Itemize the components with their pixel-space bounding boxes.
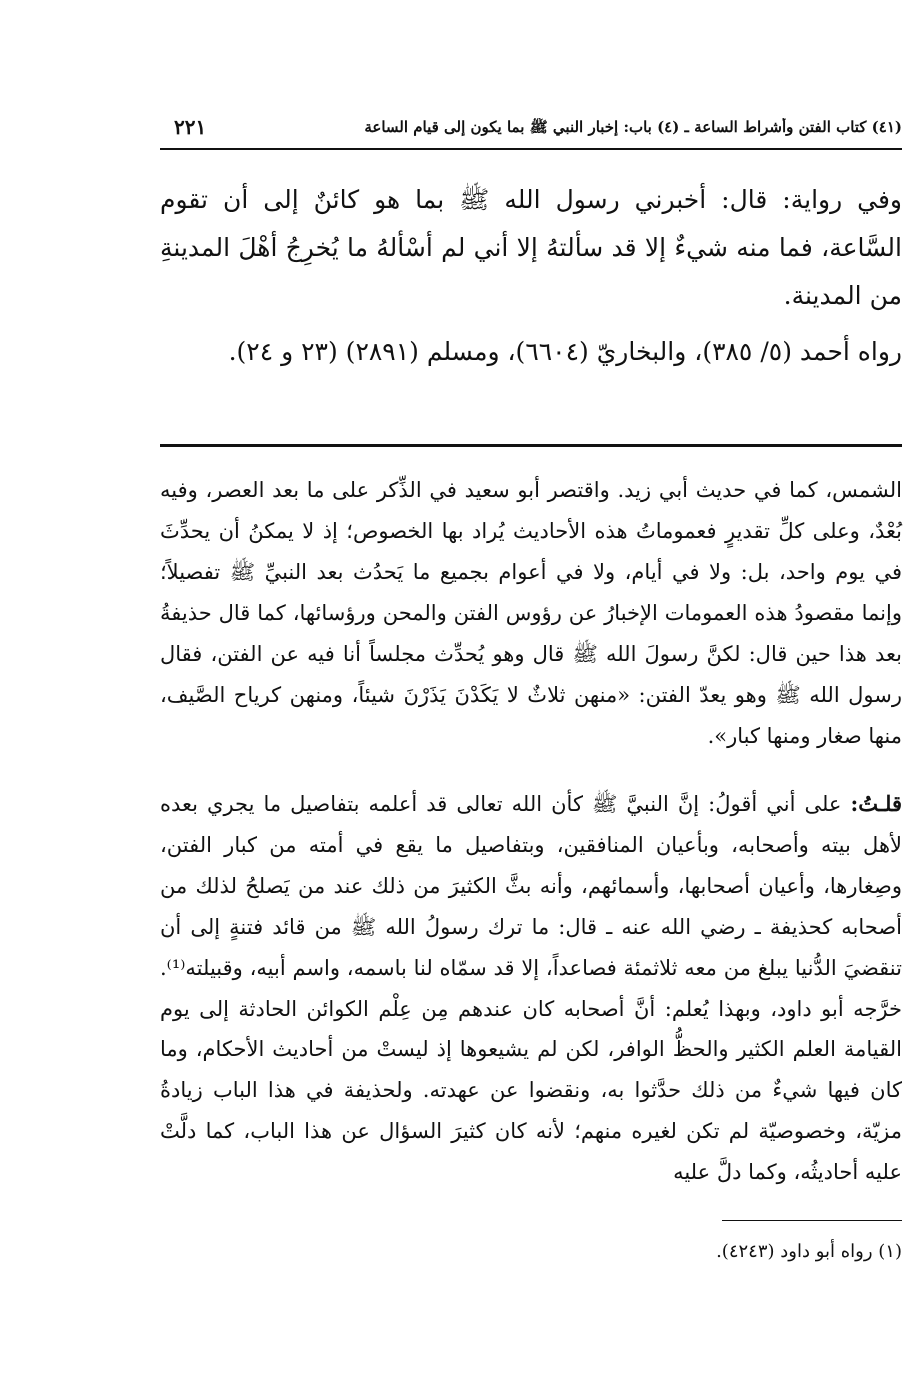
commentary-paragraph-2-text: على أني أقولُ: إنَّ النبيَّ ﷺ كأن الله تعالى قد أعلمه بتفاصيل ما يجري بعده لأهل بيته وأصحابه، وبأعيان المنافقين، وبتفاصيل ما يقع في أمته من كبار الفتن، وصِغارها، وأعيان أصحابها، وأسمائهم، وأنه بثَّ الكثيرَ من ذلك عند من يَصلحُ لذلك من أصحابه كحذيفة ـ رضي الله عنه ـ قال: ما ترك رسولُ الله ﷺ من قائد فتنةٍ إلى أن تنقضيَ الدُّنيا يبلغ من معه ثلاثمئة فصاعداً، إلا قد سمّاه لنا باسمه، واسم أبيه، وقبيلته⁽¹⁾. خرَّجه أبو داود، وبهذا يُعلم: أنَّ أصحابه كان عندهم مِن عِلْم الكوائن الحادثة إلى يوم القيامة العلم الكثير والحظُّ الوافر، لكن لم يشيعوها إذ ليستْ من أحاديث الأحكام، وما كان فيها شيءٌ من ذلك حدَّثوا به، ونقضوا عن عهدته. ولحذيفة في هذا الباب زيادةُ مزيّة، وخصوصيّة لم تكن لغيره منهم؛ لأنه كان كثيرَ السؤال عن هذا الباب، كما دلَّتْ عليه أحاديثُه، وكما دلَّ عليه: [160, 792, 902, 1185]
commentary-paragraph-1: الشمس، كما في حديث أبي زيد. واقتصر أبو سعيد في الذِّكر على ما بعد العصر، وفيه بُعْدٌ، وعلى كلِّ تقديرٍ فعموماتُ هذه الأحاديث يُراد بها الخصوص؛ إذ لا يمكنُ أن يحدِّثَ في يوم واحد، بل: ولا في أيام، ولا في أعوام بجميع ما يَحدُث بعد النبيِّ ﷺ تفصيلاً؛ وإنما مقصودُ هذه العمومات الإخبارُ عن رؤوس الفتن والمحن ورؤسائها، كما قال حذيفةُ بعد هذا حين قال: لكنَّ رسولَ الله ﷺ قال وهو يُحدِّث مجلساً أنا فيه عن الفتن، فقال رسول الله ﷺ وهو يعدّ الفتن: «منهن ثلاثٌ لا يَكَدْنَ يَذَرْنَ شيئاً، ومنهن كرياح الصَّيف، منها صغار ومنها كبار».: [160, 478, 902, 748]
header-divider: [160, 148, 902, 150]
qultu-label: قلـتُ:: [850, 791, 902, 816]
hadith-text: وفي رواية: قال: أخبرني رسول الله ﷺ بما هو كائنٌ إلى أن تقوم السَّاعة، فما منه شيءٌ إلا قد سألتهُ إلا أني لم أسْألهُ ما يُخرِجُ أهْلَ المدينةِ من المدينة.: [160, 185, 902, 310]
page-number: ٢٢١: [174, 115, 207, 139]
commentary-paragraph-2: [160, 784, 902, 1193]
chapter-title: (٤١) كتاب الفتن وأشراط الساعة ـ (٤) باب: إخبار النبي ﷺ بما يكون إلى قيام الساعة: [364, 118, 902, 136]
footnote: (١) رواه أبو داود (٤٢٤٣).: [716, 1241, 902, 1262]
section-divider: [160, 444, 902, 447]
running-header: [160, 112, 902, 148]
hadith-source: رواه أحمد (٥/ ٣٨٥)، والبخاريّ (٦٦٠٤)، ومسلم (٢٨٩١) (٢٣ و ٢٤).: [228, 337, 902, 366]
footnote-divider: [722, 1220, 902, 1221]
